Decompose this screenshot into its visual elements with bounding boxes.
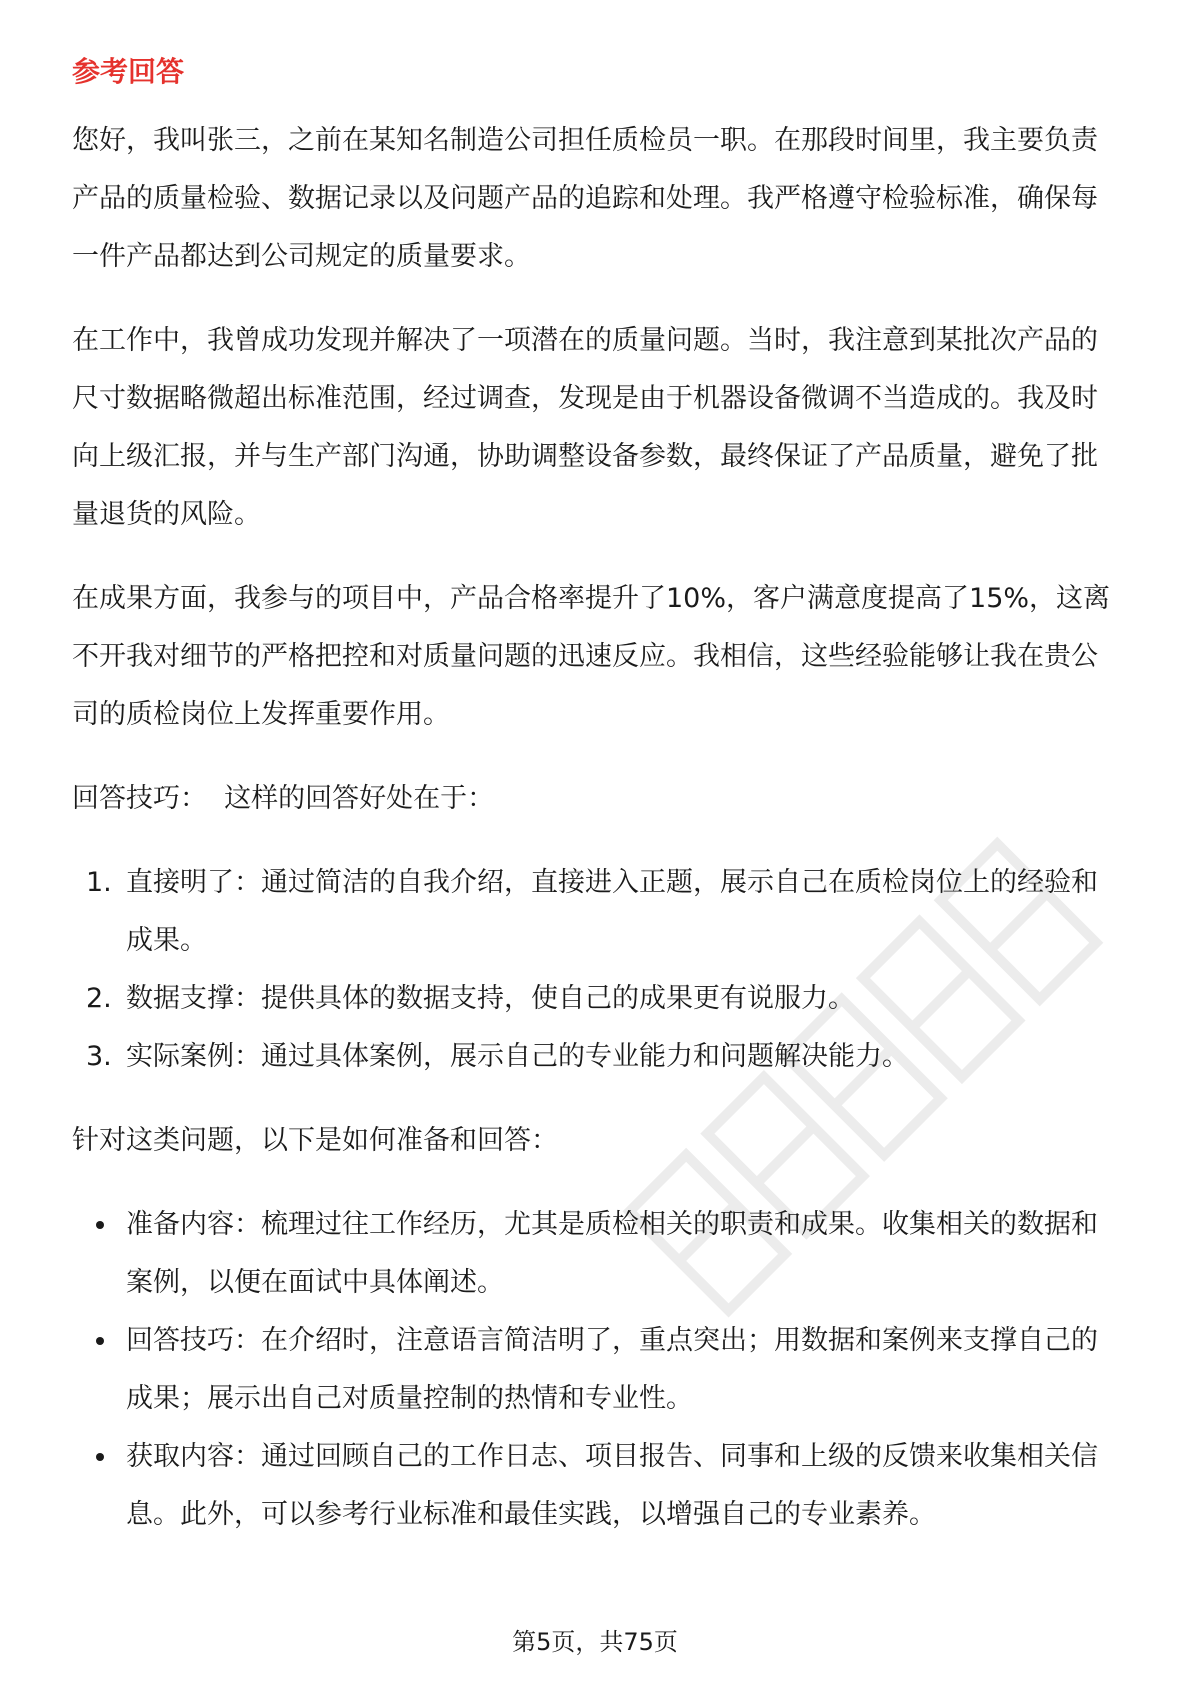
answer-paragraph-1: 您好，我叫张三，之前在某知名制造公司担任质检员一职。在那段时间里，我主要负责产品的质量检验、数据记录以及问题产品的追踪和处理。我严格遵守检验标准，确保每一件产品都达到公司规定的质量要求。 [72,125,1098,272]
list-number: 3. [86,1041,112,1072]
bullet-list [72,1196,1122,1544]
list-number: 2. [86,983,112,1014]
bullet-icon [96,1337,104,1345]
answer-paragraph-2: 在工作中，我曾成功发现并解决了一项潜在的质量问题。当时，我注意到某批次产品的尺寸数据略微超出标准范围，经过调查，发现是由于机器设备微调不当造成的。我及时向上级汇报，并与生产部门沟通，协助调整设备参数，最终保证了产品质量，避免了批量退货的风险。 [72,325,1098,530]
page-footer: 第5页，共75页 [512,1628,678,1656]
tips-intro: 回答技巧： 这样的回答好处在于： [72,783,495,814]
section-heading: 参考回答 [72,55,185,88]
list-item-text: 准备内容：梳理过往工作经历，尤其是质检相关的职责和成果。收集相关的数据和案例，以便在面试中具体阐述。 [126,1209,1098,1298]
list-item-text: 实际案例：通过具体案例，展示自己的专业能力和问题解决能力。 [126,1041,909,1072]
list-item-text: 回答技巧：在介绍时，注意语言简洁明了，重点突出；用数据和案例来支撑自己的成果；展示出自己对质量控制的热情和专业性。 [126,1325,1098,1414]
list-item-text: 获取内容：通过回顾自己的工作日志、项目报告、同事和上级的反馈来收集相关信息。此外，可以参考行业标准和最佳实践，以增强自己的专业素养。 [126,1441,1098,1530]
prep-intro: 针对这类问题，以下是如何准备和回答： [72,1125,558,1156]
list-number: 1. [86,867,112,898]
bullet-icon [96,1453,104,1461]
list-item-text: 直接明了：通过简洁的自我介绍，直接进入正题，展示自己在质检岗位上的经验和成果。 [126,867,1098,956]
answer-paragraph-3: 在成果方面，我参与的项目中，产品合格率提升了10%，客户满意度提高了15%，这离不开我对细节的严格把控和对质量问题的迅速反应。我相信，这些经验能够让我在贵公司的质检岗位上发挥重要作用。 [72,583,1111,730]
list-item [72,1428,1122,1544]
list-item [72,970,1122,1028]
bullet-icon [96,1221,104,1229]
list-item [72,1196,1122,1312]
list-item [72,1028,1122,1086]
list-item [72,854,1122,970]
numbered-list [72,854,1122,1086]
document-page [72,40,1122,1570]
list-item-text: 数据支撑：提供具体的数据支持，使自己的成果更有说服力。 [126,983,855,1014]
list-item [72,1312,1122,1428]
